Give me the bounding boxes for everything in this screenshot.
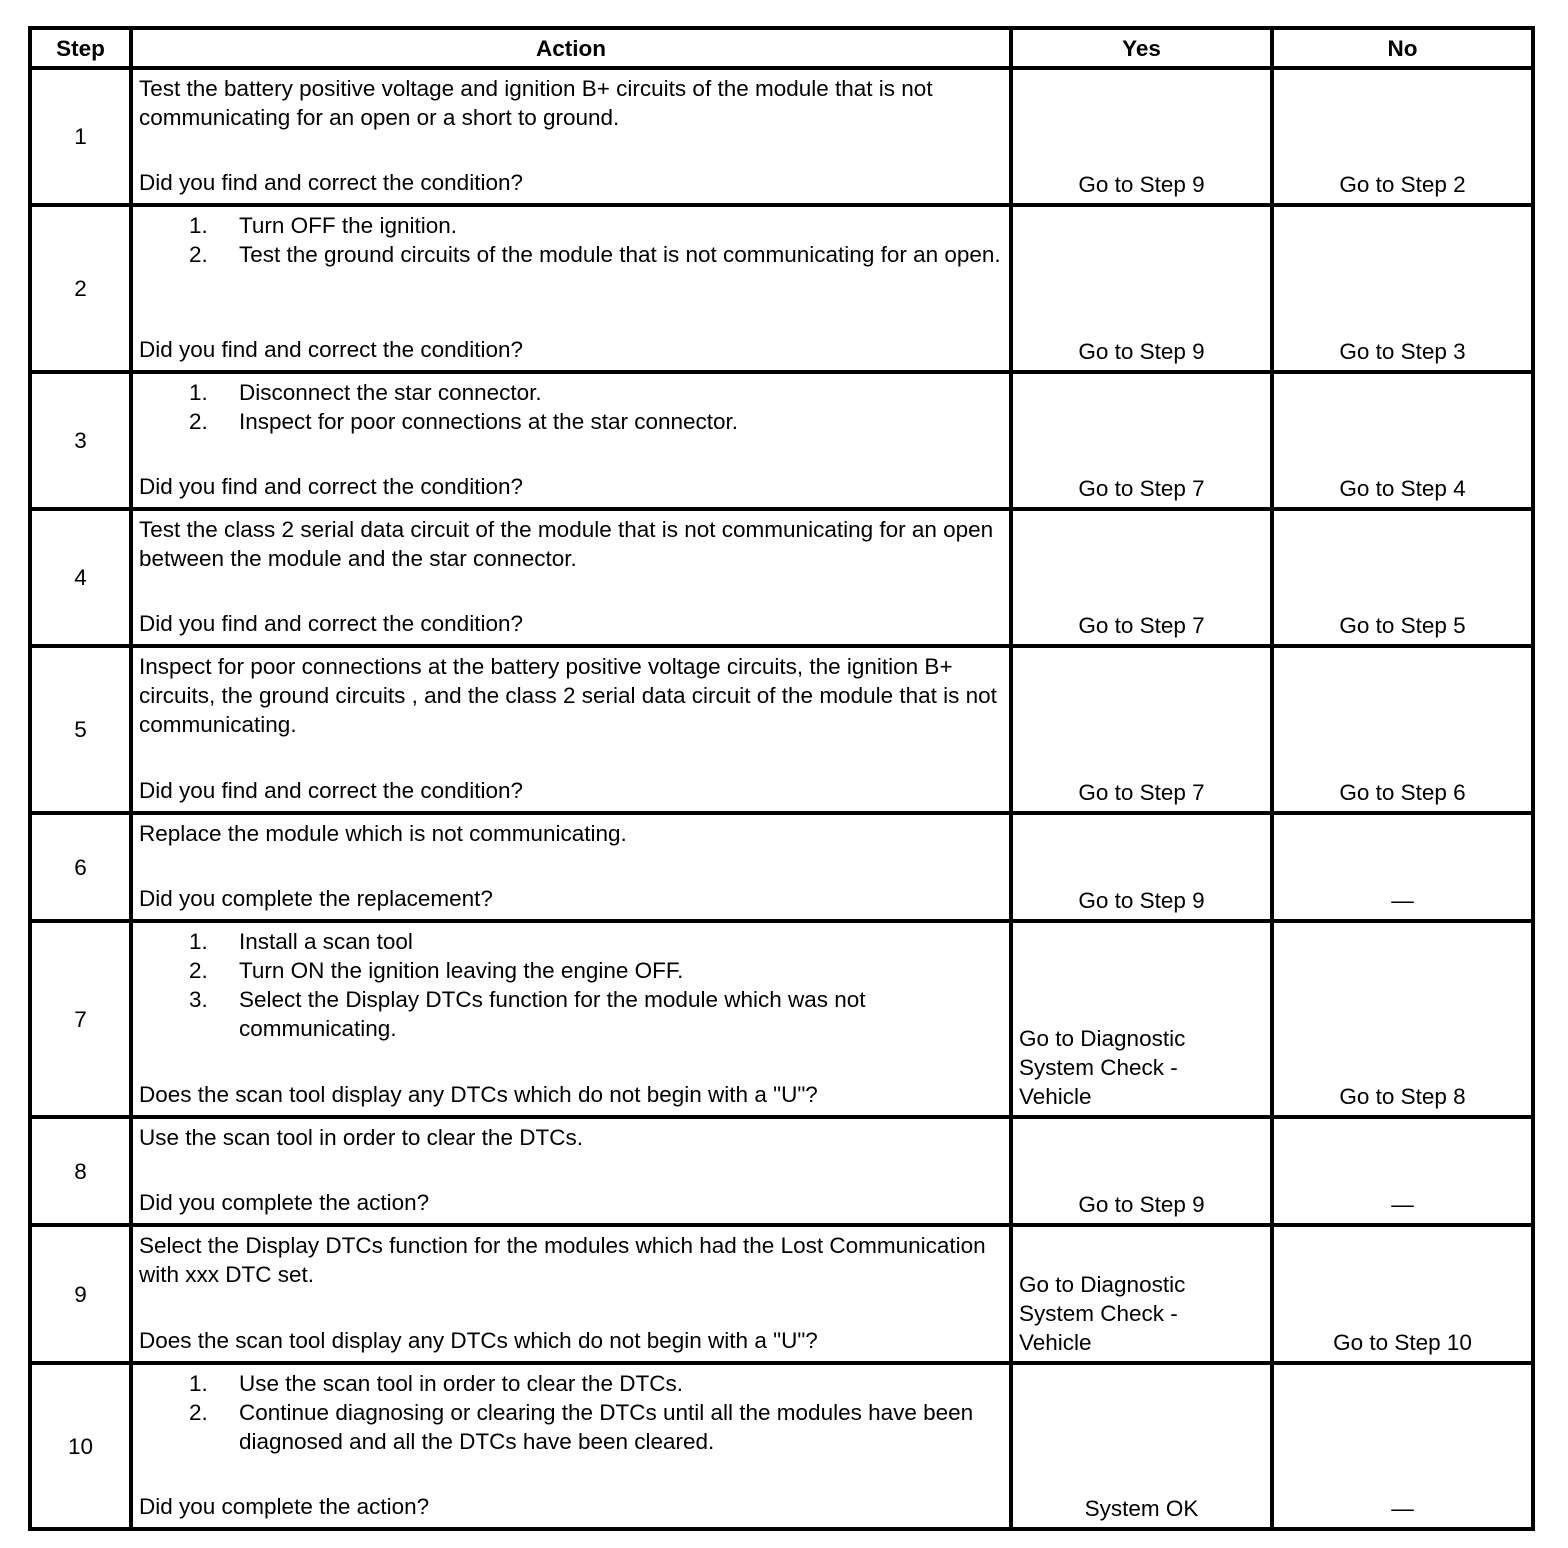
action-cell bbox=[131, 205, 1011, 372]
yes-text: Go to Step 9 bbox=[1078, 339, 1205, 364]
no-cell bbox=[1272, 205, 1533, 372]
no-text: Go to Step 2 bbox=[1339, 172, 1466, 197]
yes-cell bbox=[1011, 1363, 1272, 1529]
step-number: 7 bbox=[30, 921, 131, 1117]
step-number: 1 bbox=[30, 68, 131, 205]
step-number: 5 bbox=[30, 646, 131, 813]
no-text: Go to Step 10 bbox=[1333, 1330, 1472, 1355]
yes-cell bbox=[1011, 921, 1272, 1117]
list-item: 1. Install a scan tool bbox=[189, 929, 413, 954]
action-text: Use the scan tool in order to clear the DTCs. bbox=[139, 1125, 583, 1150]
action-list bbox=[139, 211, 1003, 269]
yes-text: Go to Step 9 bbox=[1078, 1192, 1205, 1217]
action-cell bbox=[131, 921, 1011, 1117]
list-item: 1. Disconnect the star connector. bbox=[189, 380, 542, 405]
yes-text: Go to Diagnostic System Check - Vehicle bbox=[1019, 1272, 1186, 1355]
action-list bbox=[139, 927, 1003, 1043]
action-text: Test the battery positive voltage and ignition B+ circuits of the module that is not communicating for an open or a short to ground. bbox=[139, 76, 933, 130]
action-text: Test the class 2 serial data circuit of the module that is not communicating for an open between the module and the star connector. bbox=[139, 517, 994, 571]
step-number: 10 bbox=[30, 1363, 131, 1529]
yes-text: Go to Step 9 bbox=[1078, 888, 1205, 913]
action-list bbox=[139, 378, 1003, 436]
no-cell bbox=[1272, 68, 1533, 205]
no-text: — bbox=[1391, 888, 1414, 913]
yes-cell bbox=[1011, 1225, 1272, 1363]
action-cell bbox=[131, 1225, 1011, 1363]
step-number: 8 bbox=[30, 1117, 131, 1225]
yes-cell bbox=[1011, 813, 1272, 921]
action-text: Replace the module which is not communicating. bbox=[139, 821, 627, 846]
yes-cell bbox=[1011, 509, 1272, 646]
yes-text: Go to Step 7 bbox=[1078, 476, 1205, 501]
table-row bbox=[30, 1117, 1533, 1225]
list-item: 2. Turn ON the ignition leaving the engine OFF. bbox=[189, 958, 684, 983]
step-number: 6 bbox=[30, 813, 131, 921]
no-cell bbox=[1272, 1363, 1533, 1529]
list-item: 2. Inspect for poor connections at the star connector. bbox=[189, 409, 739, 434]
table-row bbox=[30, 509, 1533, 646]
table-row bbox=[30, 68, 1533, 205]
list-item: 1. Turn OFF the ignition. bbox=[189, 213, 458, 238]
yes-cell bbox=[1011, 646, 1272, 813]
action-list bbox=[139, 1369, 1003, 1456]
diagnostic-table bbox=[28, 26, 1535, 1531]
no-cell bbox=[1272, 921, 1533, 1117]
step-number: 2 bbox=[30, 205, 131, 372]
action-question: Did you find and correct the condition? bbox=[139, 611, 523, 636]
table-row bbox=[30, 1225, 1533, 1363]
action-question: Does the scan tool display any DTCs which do not begin with a "U"? bbox=[139, 1082, 818, 1107]
table-row bbox=[30, 205, 1533, 372]
yes-cell bbox=[1011, 205, 1272, 372]
table-row bbox=[30, 921, 1533, 1117]
yes-text: Go to Step 7 bbox=[1078, 613, 1205, 638]
action-cell bbox=[131, 1117, 1011, 1225]
header-yes: Yes bbox=[1011, 28, 1272, 68]
action-cell bbox=[131, 509, 1011, 646]
no-cell bbox=[1272, 813, 1533, 921]
action-question: Did you find and correct the condition? bbox=[139, 170, 523, 195]
yes-text: Go to Step 7 bbox=[1078, 780, 1205, 805]
list-item: 1. Use the scan tool in order to clear the DTCs. bbox=[189, 1371, 683, 1396]
no-cell bbox=[1272, 509, 1533, 646]
action-cell bbox=[131, 1363, 1011, 1529]
yes-cell bbox=[1011, 1117, 1272, 1225]
action-cell bbox=[131, 646, 1011, 813]
action-question: Did you find and correct the condition? bbox=[139, 778, 523, 803]
no-text: Go to Step 4 bbox=[1339, 476, 1466, 501]
no-text: Go to Step 3 bbox=[1339, 339, 1466, 364]
header-step: Step bbox=[30, 28, 131, 68]
no-cell bbox=[1272, 646, 1533, 813]
step-number: 4 bbox=[30, 509, 131, 646]
no-text: Go to Step 5 bbox=[1339, 613, 1466, 638]
header-no: No bbox=[1272, 28, 1533, 68]
list-item: 2. Test the ground circuits of the module that is not communicating for an open. bbox=[189, 242, 1001, 267]
action-question: Did you find and correct the condition? bbox=[139, 474, 523, 499]
step-number: 9 bbox=[30, 1225, 131, 1363]
yes-cell bbox=[1011, 68, 1272, 205]
action-text: Inspect for poor connections at the battery positive voltage circuits, the ignition B+ circuits, the ground circuits , and the class 2 serial data circuit of the module that is not communicating. bbox=[139, 654, 997, 737]
yes-cell bbox=[1011, 372, 1272, 509]
action-question: Does the scan tool display any DTCs which do not begin with a "U"? bbox=[139, 1328, 818, 1353]
action-cell bbox=[131, 68, 1011, 205]
table-row bbox=[30, 1363, 1533, 1529]
no-text: Go to Step 8 bbox=[1339, 1084, 1466, 1109]
table-row bbox=[30, 813, 1533, 921]
action-question: Did you find and correct the condition? bbox=[139, 337, 523, 362]
no-cell bbox=[1272, 1225, 1533, 1363]
no-cell bbox=[1272, 1117, 1533, 1225]
table-row bbox=[30, 372, 1533, 509]
header-action: Action bbox=[131, 28, 1011, 68]
action-question: Did you complete the action? bbox=[139, 1190, 430, 1215]
action-cell bbox=[131, 372, 1011, 509]
step-number: 3 bbox=[30, 372, 131, 509]
action-question: Did you complete the replacement? bbox=[139, 886, 493, 911]
action-cell bbox=[131, 813, 1011, 921]
list-item: 2. Continue diagnosing or clearing the DTCs until all the modules have been diagnosed and all the DTCs have been cleared. bbox=[189, 1400, 974, 1454]
no-text: — bbox=[1391, 1496, 1414, 1521]
header-row bbox=[30, 28, 1533, 68]
table-row bbox=[30, 646, 1533, 813]
no-cell bbox=[1272, 372, 1533, 509]
action-text: Select the Display DTCs function for the modules which had the Lost Communication with xxx DTC set. bbox=[139, 1233, 986, 1287]
yes-text: System OK bbox=[1084, 1496, 1199, 1521]
yes-text: Go to Step 9 bbox=[1078, 172, 1205, 197]
list-item: 3. Select the Display DTCs function for the module which was not communicating. bbox=[189, 987, 866, 1041]
no-text: Go to Step 6 bbox=[1339, 780, 1466, 805]
yes-text: Go to Diagnostic System Check - Vehicle bbox=[1019, 1026, 1186, 1109]
action-question: Did you complete the action? bbox=[139, 1494, 430, 1519]
no-text: — bbox=[1391, 1192, 1414, 1217]
